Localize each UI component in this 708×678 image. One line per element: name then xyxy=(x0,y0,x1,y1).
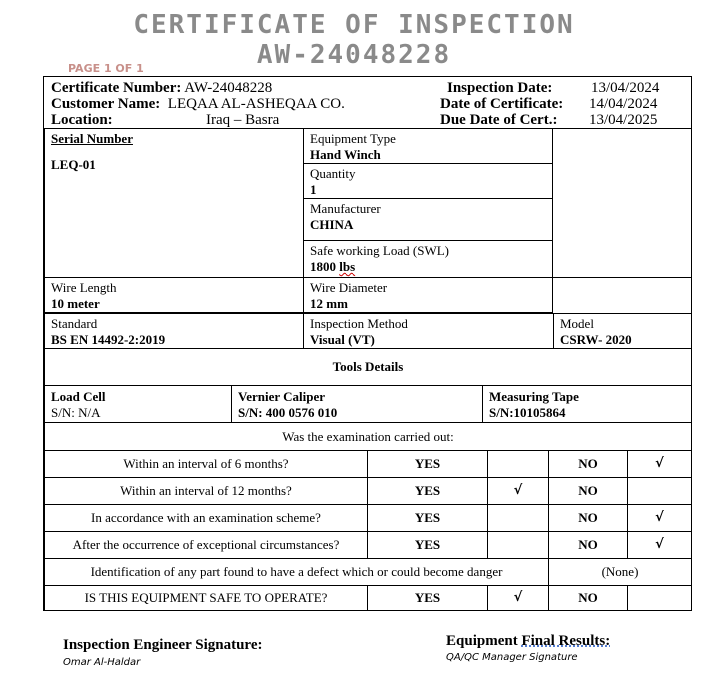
manufacturer-label: Manufacturer xyxy=(310,201,381,216)
wire-length-cell xyxy=(44,277,304,313)
customer-value: LEQAA AL-ASHEQAA CO. xyxy=(167,96,345,112)
wire-length-value: 10 meter xyxy=(51,296,100,311)
inspection-date-label: Inspection Date: xyxy=(447,80,553,96)
model-label: Model xyxy=(560,316,594,331)
measuring-tape-sn: S/N:10105864 xyxy=(489,405,566,420)
manager-signature-label: QA/QC Manager Signature xyxy=(446,652,578,663)
manufacturer-cell xyxy=(303,198,553,241)
no-label: NO xyxy=(548,450,628,478)
no-checkbox xyxy=(627,477,692,505)
model-cell xyxy=(553,313,692,349)
no-check-mark: √ xyxy=(627,504,692,532)
wire-diameter-label: Wire Diameter xyxy=(310,280,388,295)
empty-cell-right xyxy=(552,128,692,278)
wire-length-label: Wire Length xyxy=(51,280,117,295)
no-label: NO xyxy=(548,531,628,559)
yes-check-mark: √ xyxy=(487,477,549,505)
yes-label: YES xyxy=(367,585,488,611)
yes-checkbox xyxy=(487,504,549,532)
standard-value: BS EN 14492-2:2019 xyxy=(51,332,166,347)
yes-label: YES xyxy=(367,531,488,559)
quantity-label: Quantity xyxy=(310,166,356,181)
exam-row-question: In accordance with an examination scheme? xyxy=(44,504,368,532)
equipment-type-value: Hand Winch xyxy=(310,147,381,162)
equipment-type-label: Equipment Type xyxy=(310,131,396,146)
cert-number-value: AW-24048228 xyxy=(184,80,273,96)
serial-number-label: Serial Number xyxy=(51,131,133,146)
standard-cell xyxy=(44,313,304,349)
customer-label: Customer Name: xyxy=(51,96,161,112)
serial-number-value: LEQ-01 xyxy=(51,157,96,172)
page-indicator: PAGE 1 OF 1 xyxy=(68,62,144,75)
measuring-tape-cell xyxy=(482,385,692,423)
swl-cell xyxy=(303,240,553,278)
certificate-title-number: AW-24048228 xyxy=(256,40,452,70)
exam-row-question: Within an interval of 6 months? xyxy=(44,450,368,478)
cert-date-value: 14/04/2024 xyxy=(589,96,658,112)
no-check-mark: √ xyxy=(627,450,692,478)
yes-label: YES xyxy=(367,450,488,478)
exam-question: Was the examination carried out: xyxy=(44,422,692,451)
inspection-date-value: 13/04/2024 xyxy=(591,80,660,96)
wire-diameter-cell xyxy=(303,277,553,313)
yes-label: YES xyxy=(367,477,488,505)
swl-value: 1800 lbs xyxy=(310,259,356,274)
due-date-value: 13/04/2025 xyxy=(589,112,658,128)
wire-diameter-value: 12 mm xyxy=(310,296,348,311)
due-date-label: Due Date of Cert.: xyxy=(440,112,558,128)
customer-row xyxy=(51,96,345,112)
final-results-label: Equipment Final Results: xyxy=(446,633,611,649)
standard-label: Standard xyxy=(51,316,98,331)
inspection-method-cell xyxy=(303,313,554,349)
defect-answer: (None) xyxy=(548,558,692,586)
inspection-method-label: Inspection Method xyxy=(310,316,408,331)
exam-row-question: After the occurrence of exceptional circumstances? xyxy=(44,531,368,559)
location-value: Iraq – Basra xyxy=(206,112,280,128)
load-cell-cell xyxy=(44,385,232,423)
no-check-mark: √ xyxy=(627,531,692,559)
cert-number-row xyxy=(51,80,272,96)
no-label: NO xyxy=(548,585,628,611)
vernier-caliper-sn: S/N: 400 0576 010 xyxy=(238,405,338,420)
engineer-name: Omar Al-Haldar xyxy=(63,657,141,668)
yes-checkbox xyxy=(487,531,549,559)
load-cell-sn: S/N: N/A xyxy=(51,405,101,420)
cert-number-label: Certificate Number: xyxy=(51,80,182,96)
exam-row-question: Within an interval of 12 months? xyxy=(44,477,368,505)
vernier-caliper-cell xyxy=(231,385,483,423)
serial-number-cell xyxy=(44,128,304,278)
inspection-method-value: Visual (VT) xyxy=(310,332,375,347)
no-label: NO xyxy=(548,477,628,505)
no-label: NO xyxy=(548,504,628,532)
quantity-cell xyxy=(303,163,553,199)
engineer-signature-label: Inspection Engineer Signature: xyxy=(63,637,263,653)
no-checkbox xyxy=(627,585,692,611)
tools-details-heading: Tools Details xyxy=(44,348,692,386)
cert-date-label: Date of Certificate: xyxy=(440,96,564,112)
measuring-tape-label: Measuring Tape xyxy=(489,389,579,404)
yes-checkbox xyxy=(487,450,549,478)
yes-check-mark: √ xyxy=(487,585,549,611)
vernier-caliper-label: Vernier Caliper xyxy=(238,389,326,404)
certificate-title: CERTIFICATE OF INSPECTION xyxy=(133,10,575,40)
manufacturer-value: CHINA xyxy=(310,217,354,232)
swl-label: Safe working Load (SWL) xyxy=(310,243,449,258)
quantity-value: 1 xyxy=(310,182,317,197)
load-cell-label: Load Cell xyxy=(51,389,106,404)
yes-label: YES xyxy=(367,504,488,532)
equipment-type-cell xyxy=(303,128,553,164)
safe-to-operate-question: IS THIS EQUIPMENT SAFE TO OPERATE? xyxy=(44,585,368,611)
defect-question: Identification of any part found to have a defect which or could become danger xyxy=(44,558,549,586)
location-label: Location: xyxy=(51,112,113,128)
model-value: CSRW- 2020 xyxy=(560,332,632,347)
